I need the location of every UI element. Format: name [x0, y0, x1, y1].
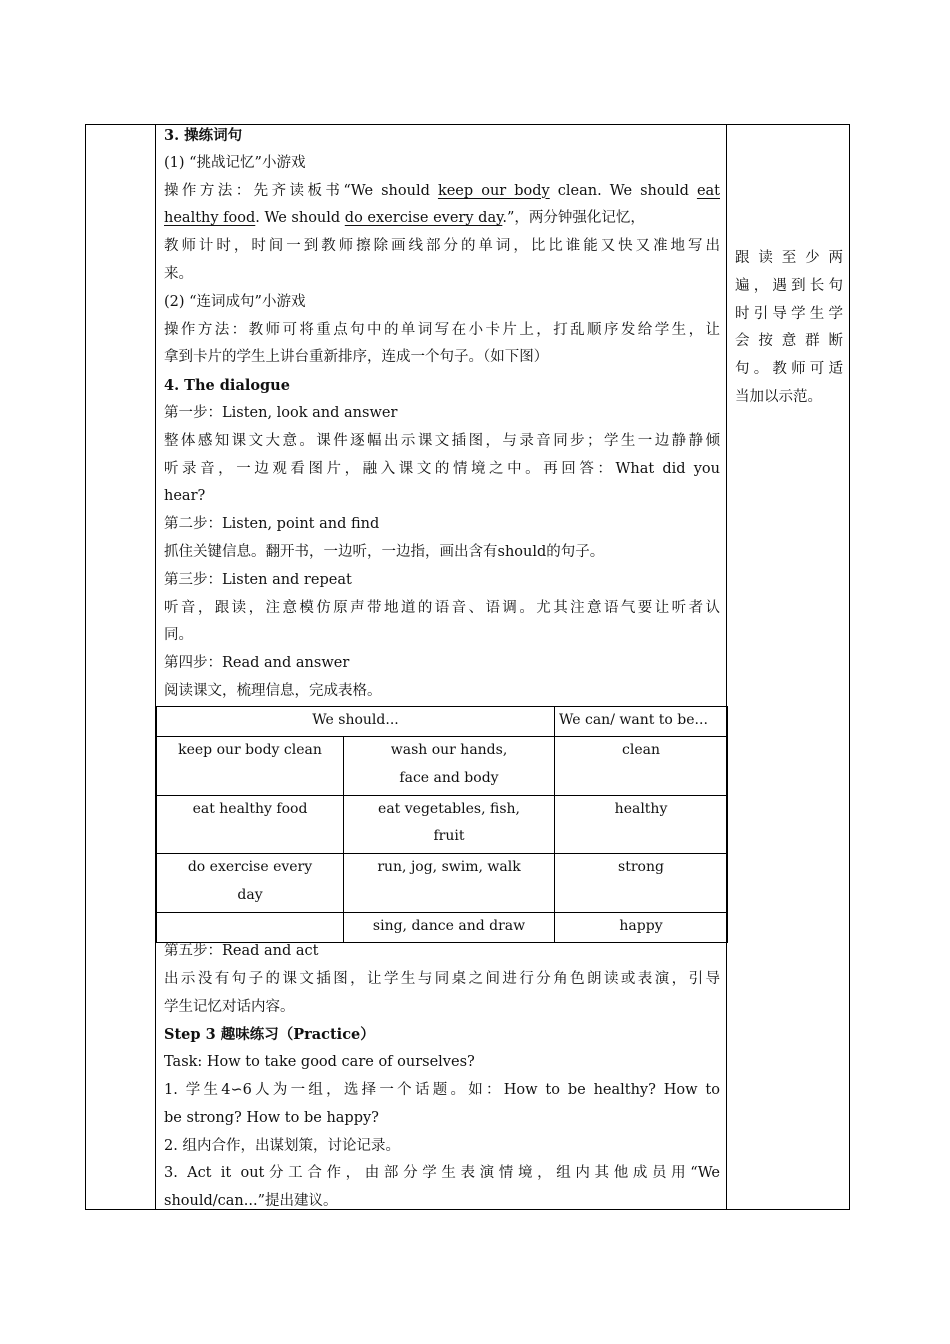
text-line: 操作方法：教师可将重点句中的单词写在小卡片上，打乱顺序发给学生，让 — [164, 321, 720, 338]
text-span: 操作方法：先齐读板书“We should — [164, 182, 438, 199]
game-title: (2) “连词成句”小游戏 — [164, 293, 306, 310]
table-cell — [344, 854, 555, 912]
note-line: 句。教师可适 — [735, 361, 843, 378]
table-header-left: We should... — [157, 707, 555, 737]
table-cell: strong — [555, 854, 728, 912]
note-line: 会按意群断 — [735, 333, 843, 350]
step-title: 第二步：Listen, point and find — [164, 516, 380, 533]
cell-text: eat vegetables, fish, — [378, 800, 520, 817]
text-line — [164, 178, 720, 206]
table-cell — [157, 737, 344, 795]
text-line: 整体感知课文大意。课件逐幅出示课文插图，与录音同步；学生一边静静倾 — [164, 432, 720, 449]
table-cell: clean — [555, 737, 728, 795]
game-title: (1) “挑战记忆”小游戏 — [164, 154, 306, 171]
section-heading: Step 3 趣味练习（Practice） — [164, 1026, 375, 1044]
cell-text: fruit — [433, 828, 465, 845]
text-line: 教师计时，时间一到教师擦除画线部分的单词，比比谁能又快又准地写出 — [164, 238, 720, 255]
text-line — [164, 205, 720, 233]
text-line: be strong? How to be happy? — [164, 1109, 379, 1126]
underlined-phrase: do exercise every day — [344, 210, 503, 227]
table-cell — [157, 854, 344, 912]
underlined-phrase: keep our body — [437, 182, 550, 199]
task-line: Task: How to take good care of ourselves? — [164, 1054, 475, 1071]
text-line: 阅读课文，梳理信息，完成表格。 — [164, 682, 382, 699]
underlined-phrase: healthy food — [164, 210, 256, 227]
text-line: 2. 组内合作，出谋划策，讨论记录。 — [164, 1137, 400, 1154]
main-content-continued — [164, 938, 720, 1216]
table-header-right: We can/ want to be... — [555, 707, 728, 737]
table-cell: healthy — [555, 795, 728, 853]
step-title: 第五步：Read and act — [164, 943, 319, 959]
text-line: 3. Act it out分工合作，由部分学生表演情境，组内其他成员用“We — [164, 1165, 720, 1182]
text-line: should/can...”提出建议。 — [164, 1193, 338, 1210]
table-cell — [344, 795, 555, 853]
main-content — [164, 122, 720, 706]
dialogue-table — [156, 706, 727, 943]
cell-text: keep our body clean — [178, 742, 322, 759]
step-title: 第一步：Listen, look and answer — [164, 404, 398, 421]
step-title: 第四步：Read and answer — [164, 655, 350, 672]
text-line: 同。 — [164, 627, 193, 644]
section-heading: 4. The dialogue — [164, 377, 290, 395]
text-line: 拿到卡片的学生上讲台重新排序，连成一个句子。（如下图） — [164, 349, 549, 366]
cell-text: wash our hands, — [390, 742, 508, 759]
text-span: clean. We should — [549, 182, 697, 199]
text-line: 出示没有句子的课文插图，让学生与同桌之间进行分角色朗读或表演，引导 — [164, 970, 720, 987]
text-span: . We should — [255, 210, 345, 227]
table-cell — [344, 737, 555, 795]
text-line: 听录音，一边观看图片，融入课文的情境之中。再回答：What did you — [164, 460, 720, 477]
text-line: 来。 — [164, 265, 193, 282]
cell-text: face and body — [399, 769, 499, 786]
cell-text: sing, dance and draw — [372, 917, 526, 934]
text-line: 学生记忆对话内容。 — [164, 998, 295, 1015]
text-line: hear? — [164, 488, 206, 505]
step-title: 第三步：Listen and repeat — [164, 571, 352, 588]
note-line: 跟读至少两 — [735, 250, 843, 266]
cell-text: eat healthy food — [192, 800, 308, 817]
underlined-phrase: eat — [696, 182, 720, 199]
column-divider — [726, 125, 727, 1209]
cell-text: run, jog, swim, walk — [377, 859, 521, 876]
text-span: .”，两分钟强化记忆， — [502, 210, 645, 227]
section-heading: 3. 操练词句 — [164, 127, 243, 144]
column-divider — [155, 125, 156, 1209]
note-line: 遍，遇到长句 — [735, 277, 843, 294]
text-line: 听音，跟读，注意模仿原声带地道的语音、语调。尤其注意语气要让听者认 — [164, 599, 720, 616]
note-line: 时引导学生学 — [735, 305, 843, 322]
cell-text: day — [237, 886, 263, 903]
note-line: 当加以示范。 — [735, 388, 822, 405]
text-line: 1. 学生4∽6人为一组，选择一个话题。如：How to be healthy? How to — [164, 1081, 720, 1098]
table-cell — [157, 795, 344, 853]
text-line: 抓住关键信息。翻开书，一边听，一边指，画出含有should的句子。 — [164, 543, 605, 560]
table-cell: happy — [555, 912, 728, 942]
cell-text: do exercise every — [187, 859, 313, 876]
teaching-note — [735, 245, 843, 412]
